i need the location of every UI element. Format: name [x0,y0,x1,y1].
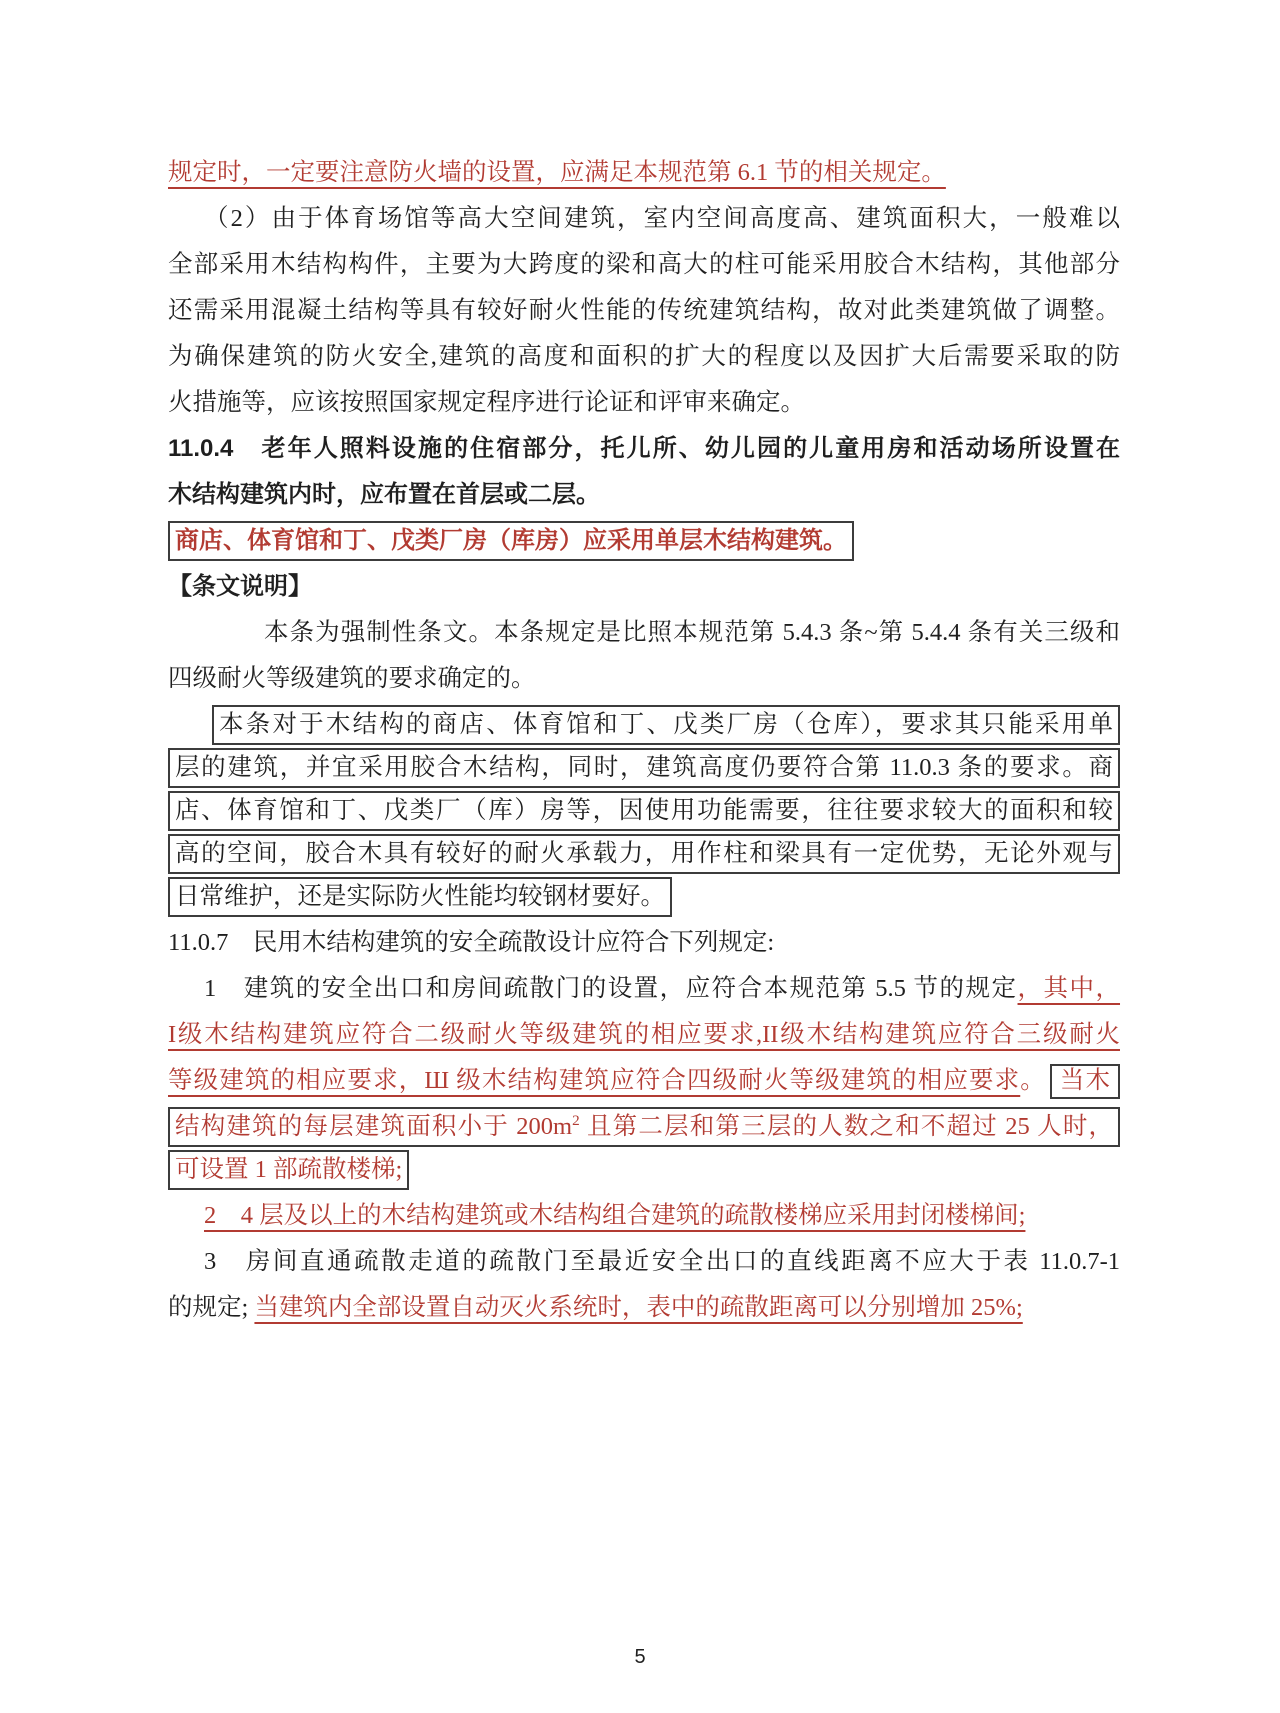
revision-note-line [168,150,1120,196]
clause-11-0-4-line [168,472,1120,518]
text-run: 层的建筑，并宜采用胶合木结构，同时，建筑高度仍要符合第 11.0.3 条的要求。商 [175,754,1113,781]
text-run: ，其中， [1017,975,1121,1002]
text-run: 。 [1020,1067,1046,1094]
text-run: （2）由于体育场馆等高大空间建筑，室内空间高度高、建筑面积大，一般难以 [204,205,1120,232]
text-run: 高的空间，胶合木具有较好的耐火承载力，用作柱和梁具有一定优势，无论外观与 [175,840,1113,867]
paragraph-line [168,334,1120,380]
paragraph-line [168,242,1120,288]
text-run: 商店、体育馆和丁、戊类厂房（库房）应采用单层木结构建筑。 [175,527,847,554]
list-item-1-line [168,1058,1120,1104]
text-run: 结构建筑的每层建筑面积小于 200m [175,1113,573,1140]
text-run: 四级耐火等级建筑的要求确定的。 [168,665,536,692]
text-run: 本条为强制性条文。本条规定是比照本规范第 5.4.3 条~第 5.4.4 条有关三级和 [264,619,1120,646]
boxed-paragraph-line [168,877,672,917]
text-run: 等级建筑的相应要求，Ш 级木结构建筑应符合四级耐火等级建筑的相应要求 [168,1067,1021,1094]
paragraph-line [168,656,1120,702]
page-number: 5 [634,1646,646,1668]
paragraph-line [168,288,1120,334]
text-run: 火措施等，应该按照国家规定程序进行论证和评审来确定。 [168,389,805,416]
list-item-1-line [168,1012,1120,1058]
text-run: 3 房间直通疏散走道的疏散门至最近安全出口的直线距离不应大于表 11.0.7-1 [204,1248,1120,1275]
text-run: 且第二层和第三层的人数之和不超过 25 人时， [579,1113,1114,1140]
paragraph-line [168,380,1120,426]
boxed-paragraph-line [168,748,1120,788]
text-run: 日常维护，还是实际防火性能均较钢材要好。 [175,883,665,910]
text-run: 的规定; [168,1294,255,1321]
explanation-header [168,564,1120,610]
text-run: 规定时，一定要注意防火墙的设置，应满足本规范第 6.1 节的相关规定。 [168,159,946,186]
text-run: 11.0.7 民用木结构建筑的安全疏散设计应符合下列规定: [168,929,775,956]
paragraph-line [168,196,1120,242]
text-run: 全部采用木结构构件，主要为大跨度的梁和高大的柱可能采用胶合木结构，其他部分 [168,251,1120,278]
list-item-3-line [168,1239,1120,1285]
clause-11-0-4-line [168,426,1120,472]
text-run: I级木结构建筑应符合二级耐火等级建筑的相应要求,II级木结构建筑应符合三级耐火 [168,1021,1120,1048]
list-item-1-line [168,966,1120,1012]
text-run: 2 [572,1111,580,1129]
clause-11-0-7-line [168,920,1120,966]
text-run: 还需采用混凝土结构等具有较好耐火性能的传统建筑结构，故对此类建筑做了调整。 [168,297,1120,324]
text-run: 当建筑内全部设置自动灭火系统时，表中的疏散距离可以分别增加 25%; [254,1294,1023,1321]
paragraph-line [168,610,1120,656]
text-run: 木结构建筑内时，应布置在首层或二层。 [168,481,600,508]
text-run: 店、体育馆和丁、戊类厂（库）房等，因使用功能需要，往往要求较大的面积和较 [175,797,1113,824]
text-run: 可设置 1 部疏散楼梯; [175,1156,403,1183]
text-run: 11.0.4 老年人照料设施的住宿部分，托儿所、幼儿园的儿童用房和活动场所设置在 [168,435,1120,462]
boxed-paragraph-line [212,705,1120,745]
list-item-3-line [168,1285,1120,1331]
text-run: 为确保建筑的防火安全,建筑的高度和面积的扩大的程度以及因扩大后需要采取的防 [168,343,1120,370]
text-run: 当木 [1050,1064,1120,1099]
list-item-2-line [168,1193,1120,1239]
boxed-paragraph-line [168,834,1120,874]
text-run: 【条文说明】 [168,573,312,600]
text-run: 本条对于木结构的商店、体育馆和丁、戊类厂房（仓库），要求其只能采用单 [219,711,1113,738]
text-run: 1 建筑的安全出口和房间疏散门的设置，应符合本规范第 5.5 节的规定 [204,975,1018,1002]
boxed-mandate-line [168,521,854,561]
boxed-insert-line [168,1107,1120,1147]
boxed-paragraph-line [168,791,1120,831]
text-run: 2 4 层及以上的木结构建筑或木结构组合建筑的疏散楼梯应采用封闭楼梯间; [204,1202,1026,1229]
document-body [168,150,1120,1331]
boxed-insert-line [168,1150,409,1190]
